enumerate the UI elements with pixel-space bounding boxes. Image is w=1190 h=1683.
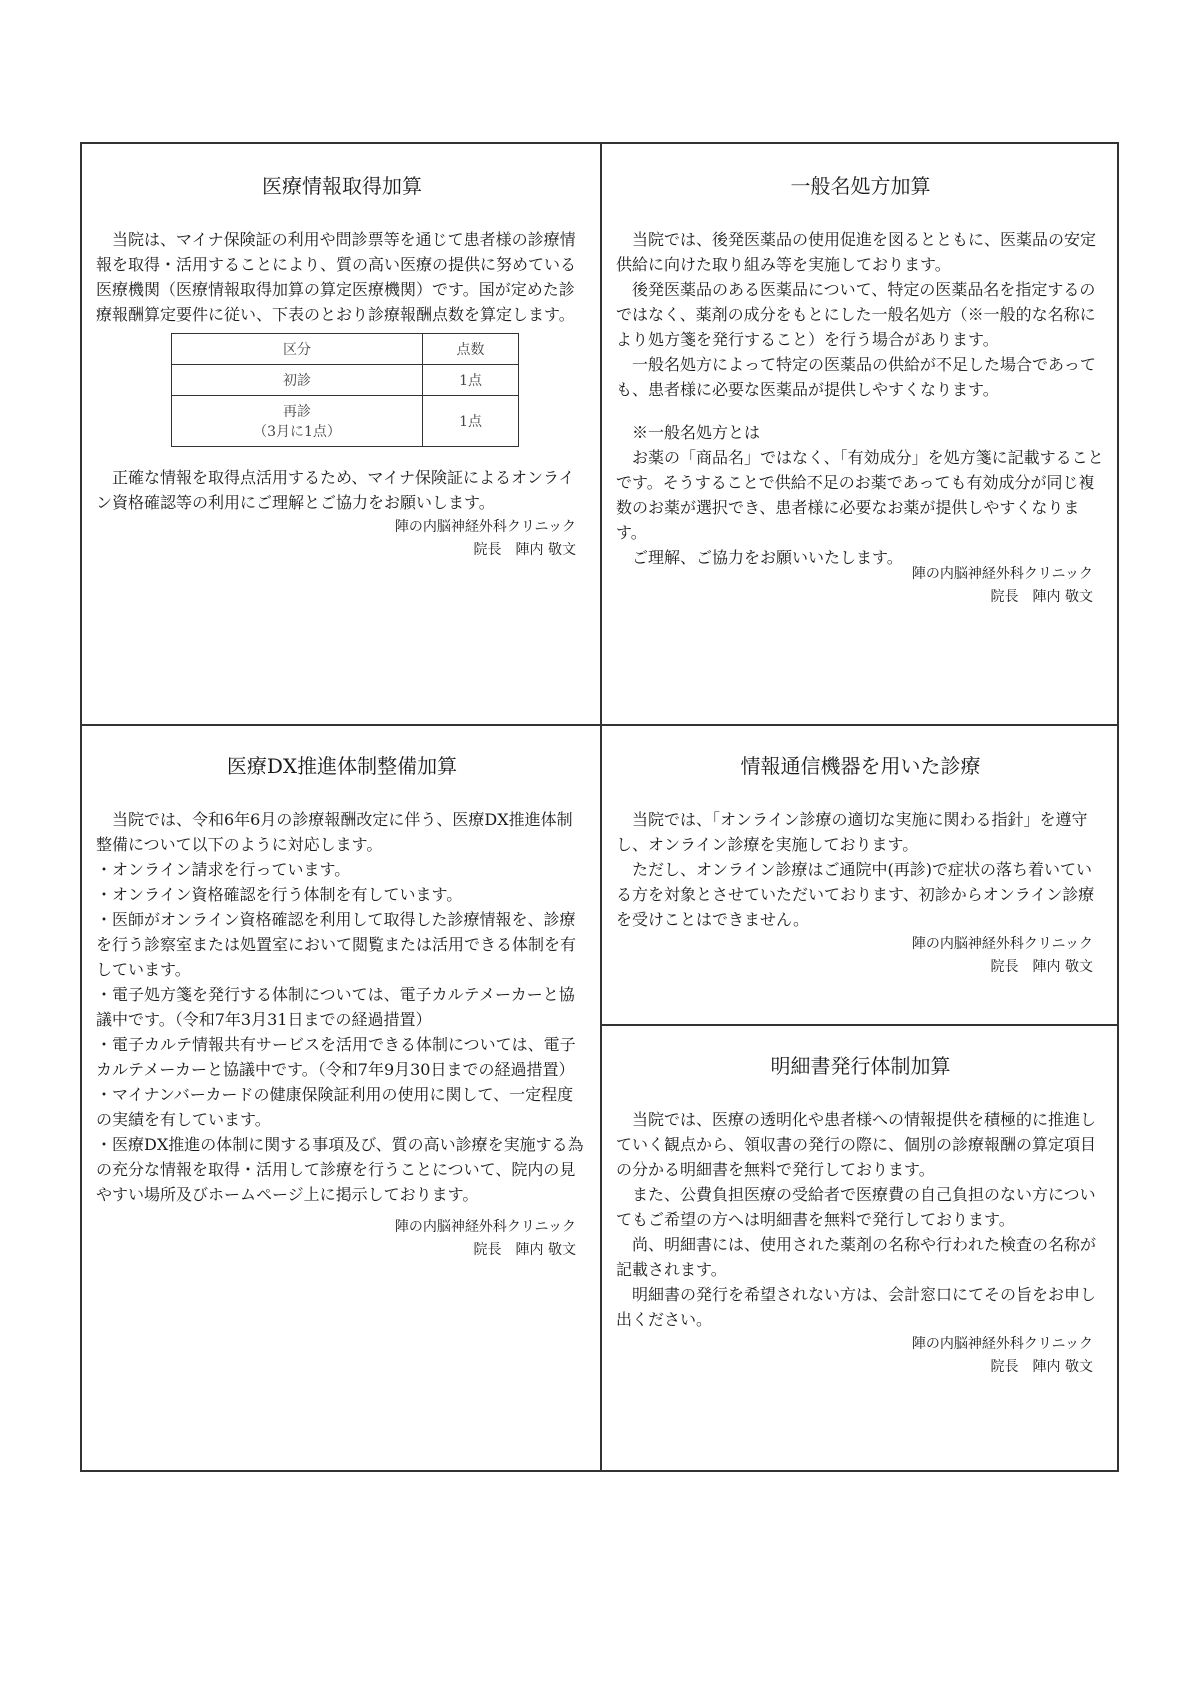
- section-paragraph: ただし、オンライン診療はご通院中(再診)で症状の落ち着いている方を対象とさせていただいております、初診からオンライン診療を受けことはできません。: [616, 860, 1095, 929]
- list-item: ・電子カルテ情報共有サービスを活用できる体制については、電子カルテメーカーと協議中です。（令和7年9月30日までの経過措置）: [96, 1035, 576, 1079]
- list-item: ・医療DX推進の体制に関する事項及び、質の高い診療を実施する為の充分な情報を取得・活用して診療を行うことについて、院内の見やすい場所及びホームページ上に掲示しております。: [96, 1135, 584, 1204]
- section-generic-rx: [602, 144, 1119, 724]
- table-cell: 1点: [423, 365, 519, 396]
- section-title: 明細書発行体制加算: [770, 1054, 951, 1078]
- table-header-cell: 点数: [423, 334, 519, 365]
- section-paragraph: 一般名処方によって特定の医薬品の供給が不足した場合であっても、患者様に必要な医薬品が提供しやすくなります。: [616, 355, 1096, 399]
- section-paragraph: また、公費負担医療の受給者で医療費の自己負担のない方についてもご希望の方へは明細書を無料で発行しております。: [616, 1185, 1096, 1229]
- signature-clinic: 陣の内脳神経外科クリニック: [394, 1219, 576, 1235]
- table-header-cell: 区分: [172, 334, 423, 365]
- table-row: [172, 365, 519, 396]
- table-header-row: [172, 334, 519, 365]
- signature-clinic: 陣の内脳神経外科クリニック: [911, 566, 1093, 582]
- table-cell-line: （3月に1点）: [253, 424, 341, 440]
- points-table: [171, 333, 519, 447]
- table-cell-line: 再診: [283, 404, 312, 420]
- section-paragraph: 明細書の発行を希望されない方は、会計窓口にてその旨をお申し出ください。: [616, 1285, 1097, 1329]
- section-title: 情報通信機器を用いた診療: [740, 754, 981, 778]
- section-dx: [82, 726, 600, 1472]
- signature-director: 院長 陣内 敬文: [990, 1359, 1093, 1375]
- section-intro: 当院では、令和6年6月の診療報酬改定に伴う、医療DX推進体制整備について以下のように対応します。: [96, 810, 573, 854]
- section-online: [602, 726, 1119, 1024]
- notice-grid: [80, 142, 1119, 1472]
- section-closing: 正確な情報を取得点活用するため、マイナ保険証によるオンライン資格確認等の利用にご理解とご協力をお願いします。: [96, 468, 575, 512]
- section-title: 医療情報取得加算: [262, 174, 422, 198]
- note-title: ※一般名処方とは: [632, 423, 761, 442]
- table-row: [172, 396, 519, 447]
- table-cell: 初診: [172, 365, 423, 396]
- section-paragraph: 尚、明細書には、使用された薬剤の名称や行われた検査の名称が記載されます。: [616, 1235, 1097, 1279]
- list-item: ・電子処方箋を発行する体制については、電子カルテメーカーと協議中です。（令和7年3月31日までの経過措置）: [96, 985, 575, 1029]
- signature-director: 院長 陣内 敬文: [473, 542, 576, 558]
- section-medical-info: [82, 144, 600, 724]
- signature-director: 院長 陣内 敬文: [990, 959, 1093, 975]
- signature-clinic: 陣の内脳神経外科クリニック: [394, 519, 576, 535]
- list-item: ・医師がオンライン資格確認を利用して取得した診療情報を、診療を行う診察室または処置室において閲覧または活用できる体制を有しています。: [96, 910, 577, 979]
- section-paragraph: 当院では、「オンライン診療の適切な実施に関わる指針」を遵守し、オンライン診療を実施しております。: [616, 810, 1088, 854]
- section-closing: ご理解、ご協力をお願いいたします。: [632, 548, 903, 567]
- table-cell: 1点: [423, 396, 519, 447]
- signature-director: 院長 陣内 敬文: [990, 589, 1093, 605]
- list-item: ・オンライン請求を行っています。: [96, 860, 351, 879]
- signature-clinic: 陣の内脳神経外科クリニック: [911, 1336, 1093, 1352]
- section-title: 一般名処方加算: [790, 174, 931, 198]
- section-paragraph: 当院では、医療の透明化や患者様への情報提供を積極的に推進していく観点から、領収書の発行の際に、個別の診療報酬の算定項目の分かる明細書を無料で発行しております。: [616, 1110, 1097, 1179]
- section-paragraph: 当院では、後発医薬品の使用促進を図るとともに、医薬品の安定供給に向けた取り組み等を実施しております。: [616, 230, 1097, 274]
- note-body: お薬の「商品名」ではなく、「有効成分」を処方箋に記載することです。そうすることで供給不足のお薬であっても有効成分が同じ複数のお薬が選択でき、患者様に必要なお薬が提供しやすくなります。: [616, 448, 1104, 542]
- table-cell: [172, 396, 423, 447]
- list-item: ・オンライン資格確認を行う体制を有しています。: [96, 885, 463, 904]
- section-title: 医療DX推進体制整備加算: [226, 754, 458, 778]
- signature-director: 院長 陣内 敬文: [473, 1242, 576, 1258]
- list-item: ・マイナンバーカードの健康保険証利用の使用に関して、一定程度の実績を有しています。: [96, 1085, 574, 1129]
- signature-clinic: 陣の内脳神経外科クリニック: [911, 936, 1093, 952]
- section-body: 当院は、マイナ保険証の利用や問診票等を通じて患者様の診療情報を取得・活用することにより、質の高い医療の提供に努めている医療機関（医療情報取得加算の算定医療機関）です。国が定めた診療報酬算定要件に従い、下表のとおり診療報酬点数を算定します。: [96, 230, 577, 324]
- section-paragraph: 後発医薬品のある医薬品について、特定の医薬品名を指定するのではなく、薬剤の成分をもとにした一般名処方（※一般的な名称により処方箋を発行すること）を行う場合があります。: [616, 280, 1096, 349]
- section-statement: [602, 1026, 1119, 1472]
